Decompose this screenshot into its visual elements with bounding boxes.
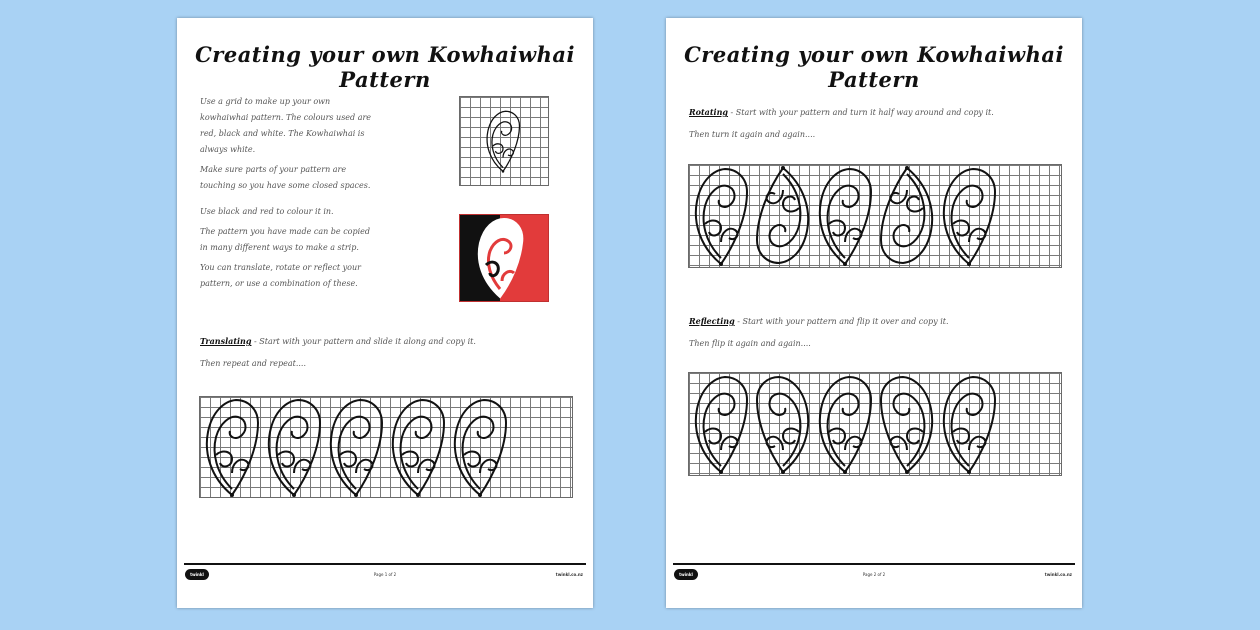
- page-title: Creating your own Kowhaiwhai Pattern: [684, 42, 1064, 92]
- intro-line: kowhaiwhai pattern. The colours used are: [200, 113, 372, 122]
- kowhaiwhai-motif-icon: [460, 97, 548, 185]
- colored-motif-icon: [459, 214, 549, 302]
- intro-line: The pattern you have made can be copied: [200, 227, 371, 236]
- worksheet-page-2: [666, 18, 1082, 608]
- intro-line: Make sure parts of your pattern are: [200, 165, 347, 174]
- intro-line: always white.: [200, 145, 256, 154]
- reflecting-text-2: Then flip it again and again....: [689, 339, 811, 348]
- twinkl-logo-icon: twinkl: [185, 569, 209, 580]
- intro-line: red, black and white. The Kowhaiwhai is: [200, 129, 365, 138]
- rotating-text: - Start with your pattern and turn it half way around and copy it.: [728, 108, 994, 117]
- rotating-label: Rotating: [689, 107, 729, 117]
- page-number: Page 1 of 2: [373, 572, 397, 577]
- rotating-instruction: [689, 104, 994, 143]
- page-number: Page 2 of 2: [862, 572, 886, 577]
- kowhaiwhai-motif-icon: [689, 373, 1061, 475]
- reflecting-grid: [688, 372, 1062, 476]
- intro-line: pattern, or use a combination of these.: [200, 279, 358, 288]
- twinkl-logo-icon: twinkl: [674, 569, 698, 580]
- intro-line: Use black and red to colour it in.: [200, 207, 334, 216]
- intro-line: in many different ways to make a strip.: [200, 243, 359, 252]
- translating-text-2: Then repeat and repeat....: [200, 359, 307, 368]
- reflecting-instruction: [689, 313, 949, 352]
- intro-text: [200, 94, 371, 292]
- kowhaiwhai-motif-icon: [200, 397, 572, 497]
- reflecting-text: - Start with your pattern and flip it over and copy it.: [734, 317, 949, 326]
- site-url: twinkl.co.nz: [555, 572, 583, 577]
- worksheet-page-1: [177, 18, 593, 608]
- intro-line: touching so you have some closed spaces.: [200, 181, 371, 190]
- page-title: Creating your own Kowhaiwhai Pattern: [195, 42, 575, 92]
- intro-line: Use a grid to make up your own: [200, 97, 331, 106]
- translating-grid: [199, 396, 573, 498]
- rotating-text-2: Then turn it again and again....: [689, 130, 816, 139]
- footer-divider: [673, 563, 1075, 565]
- reflecting-label: Reflecting: [689, 316, 735, 326]
- translating-instruction: [200, 333, 476, 372]
- translating-text: - Start with your pattern and slide it along and copy it.: [251, 337, 476, 346]
- site-url: twinkl.co.nz: [1044, 572, 1072, 577]
- rotating-grid: [688, 164, 1062, 268]
- kowhaiwhai-motif-icon: [689, 165, 1061, 267]
- translating-label: Translating: [200, 336, 252, 346]
- footer-divider: [184, 563, 586, 565]
- small-grid-motif: [459, 96, 549, 186]
- intro-line: You can translate, rotate or reflect your: [200, 263, 361, 272]
